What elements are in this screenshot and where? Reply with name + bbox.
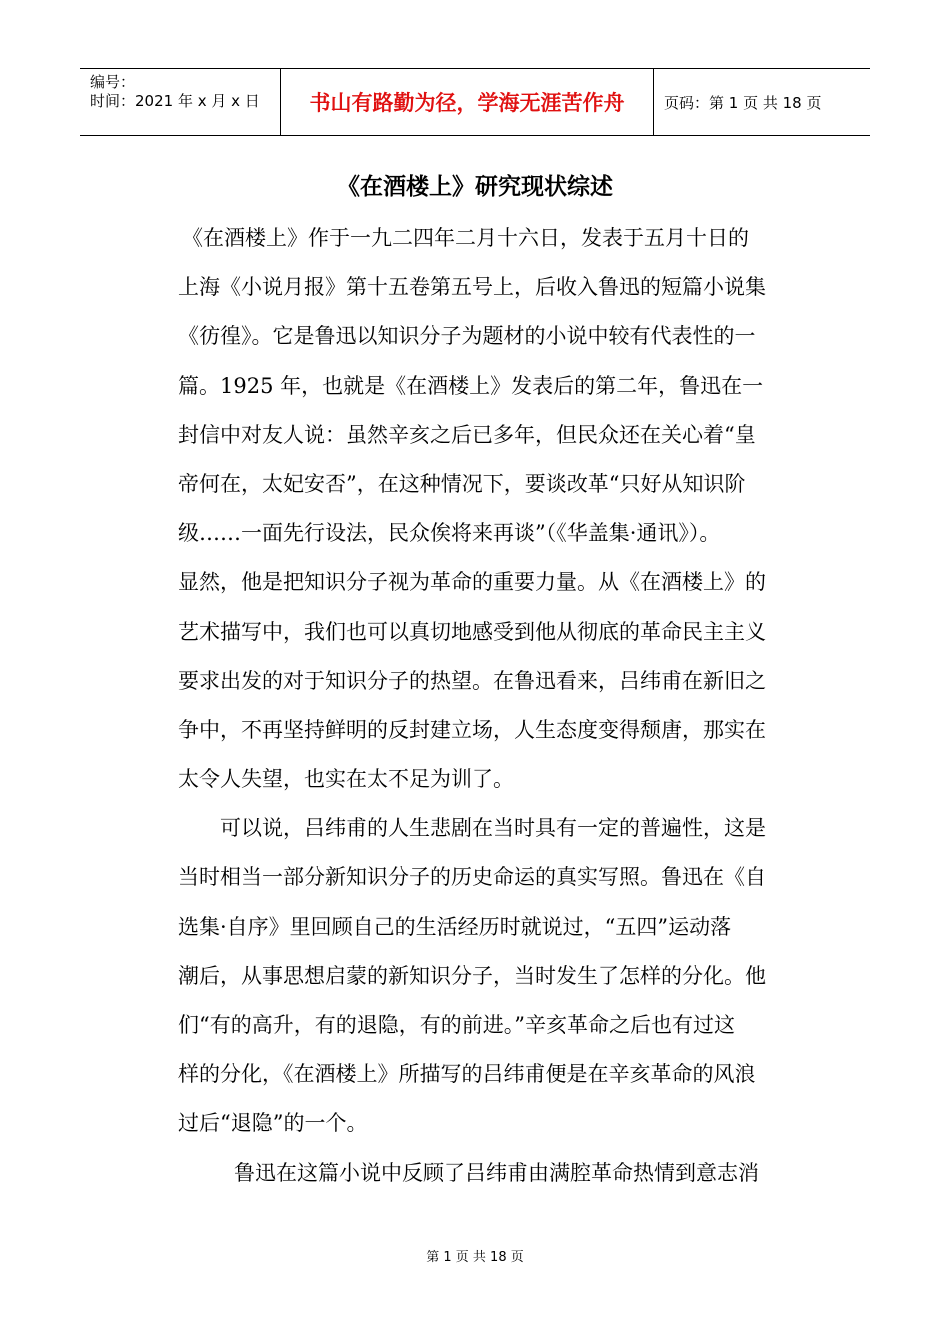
text-line: 当时相当一部分新知识分子的历史命运的真实写照。鲁迅在《自	[178, 865, 766, 890]
text-line: 争中，不再坚持鲜明的反封建立场，人生态度变得颓唐，那实在	[178, 717, 766, 742]
text-line: 显然，他是把知识分子视为革命的重要力量。从《在酒楼上》的	[178, 570, 766, 595]
text-line: 《在酒楼上》作于一九二四年二月十六日，发表于五月十日的	[182, 226, 749, 250]
page-info: 页码：第 1 页 共 18 页	[664, 93, 822, 112]
text-line: 选集·自序》里回顾自己的生活经历时就说过，“五四”运动落	[178, 914, 732, 939]
text-line: 级……一面先行设法，民众俟将来再谈”（《华盖集·通讯》）。	[178, 521, 721, 546]
text-line: 可以说，吕纬甫的人生悲剧在当时具有一定的普遍性，这是	[220, 816, 766, 841]
paragraph-2	[178, 804, 810, 1148]
text-line: 篇。1925 年，也就是《在酒楼上》发表后的第二年，鲁迅在一	[178, 373, 764, 398]
document-body	[178, 214, 810, 1198]
text-line: 要求出发的对于知识分子的热望。在鲁迅看来，吕纬甫在新旧之	[178, 668, 766, 693]
time-label: 时间：2021 年 x 月 x 日	[90, 92, 260, 110]
number-label: 编号：	[90, 73, 136, 91]
text-line: 上海《小说月报》第十五卷第五号上，后收入鲁迅的短篇小说集	[178, 275, 766, 300]
header-left-cell	[80, 69, 281, 135]
text-line: 封信中对友人说：虽然辛亥之后已多年，但民众还在关心着“皇	[178, 422, 756, 447]
text-line: 艺术描写中，我们也可以真切地感受到他从彻底的革命民主主义	[178, 619, 766, 644]
motto: 书山有路勤为径，学海无涯苦作舟	[281, 69, 654, 135]
document-title: 《在酒楼上》研究现状综述	[337, 174, 613, 200]
text-line: 《彷徨》。它是鲁迅以知识分子为题材的小说中较有代表性的一	[178, 324, 756, 349]
text-line: 样的分化，《在酒楼上》所描写的吕纬甫便是在辛亥革命的风浪	[178, 1062, 756, 1087]
paragraph-1	[178, 214, 810, 804]
text-line: 潮后，从事思想启蒙的新知识分子，当时发生了怎样的分化。他	[178, 963, 766, 988]
header-table	[80, 68, 870, 136]
text-line: 太令人失望，也实在太不足为训了。	[178, 767, 514, 792]
text-line: 们“有的高升，有的退隐，有的前进。”辛亥革命之后也有过这	[178, 1013, 735, 1037]
paragraph-3	[178, 1149, 810, 1198]
text-line: 过后“退隐”的一个。	[178, 1111, 368, 1136]
text-line: 鲁迅在这篇小说中反顾了吕纬甫由满腔革命热情到意志消	[234, 1160, 759, 1185]
text-line: 帝何在，太妃安否”，在这种情况下，要谈改革“只好从知识阶	[178, 471, 746, 496]
page-footer: 第 1 页 共 18 页	[426, 1250, 524, 1265]
